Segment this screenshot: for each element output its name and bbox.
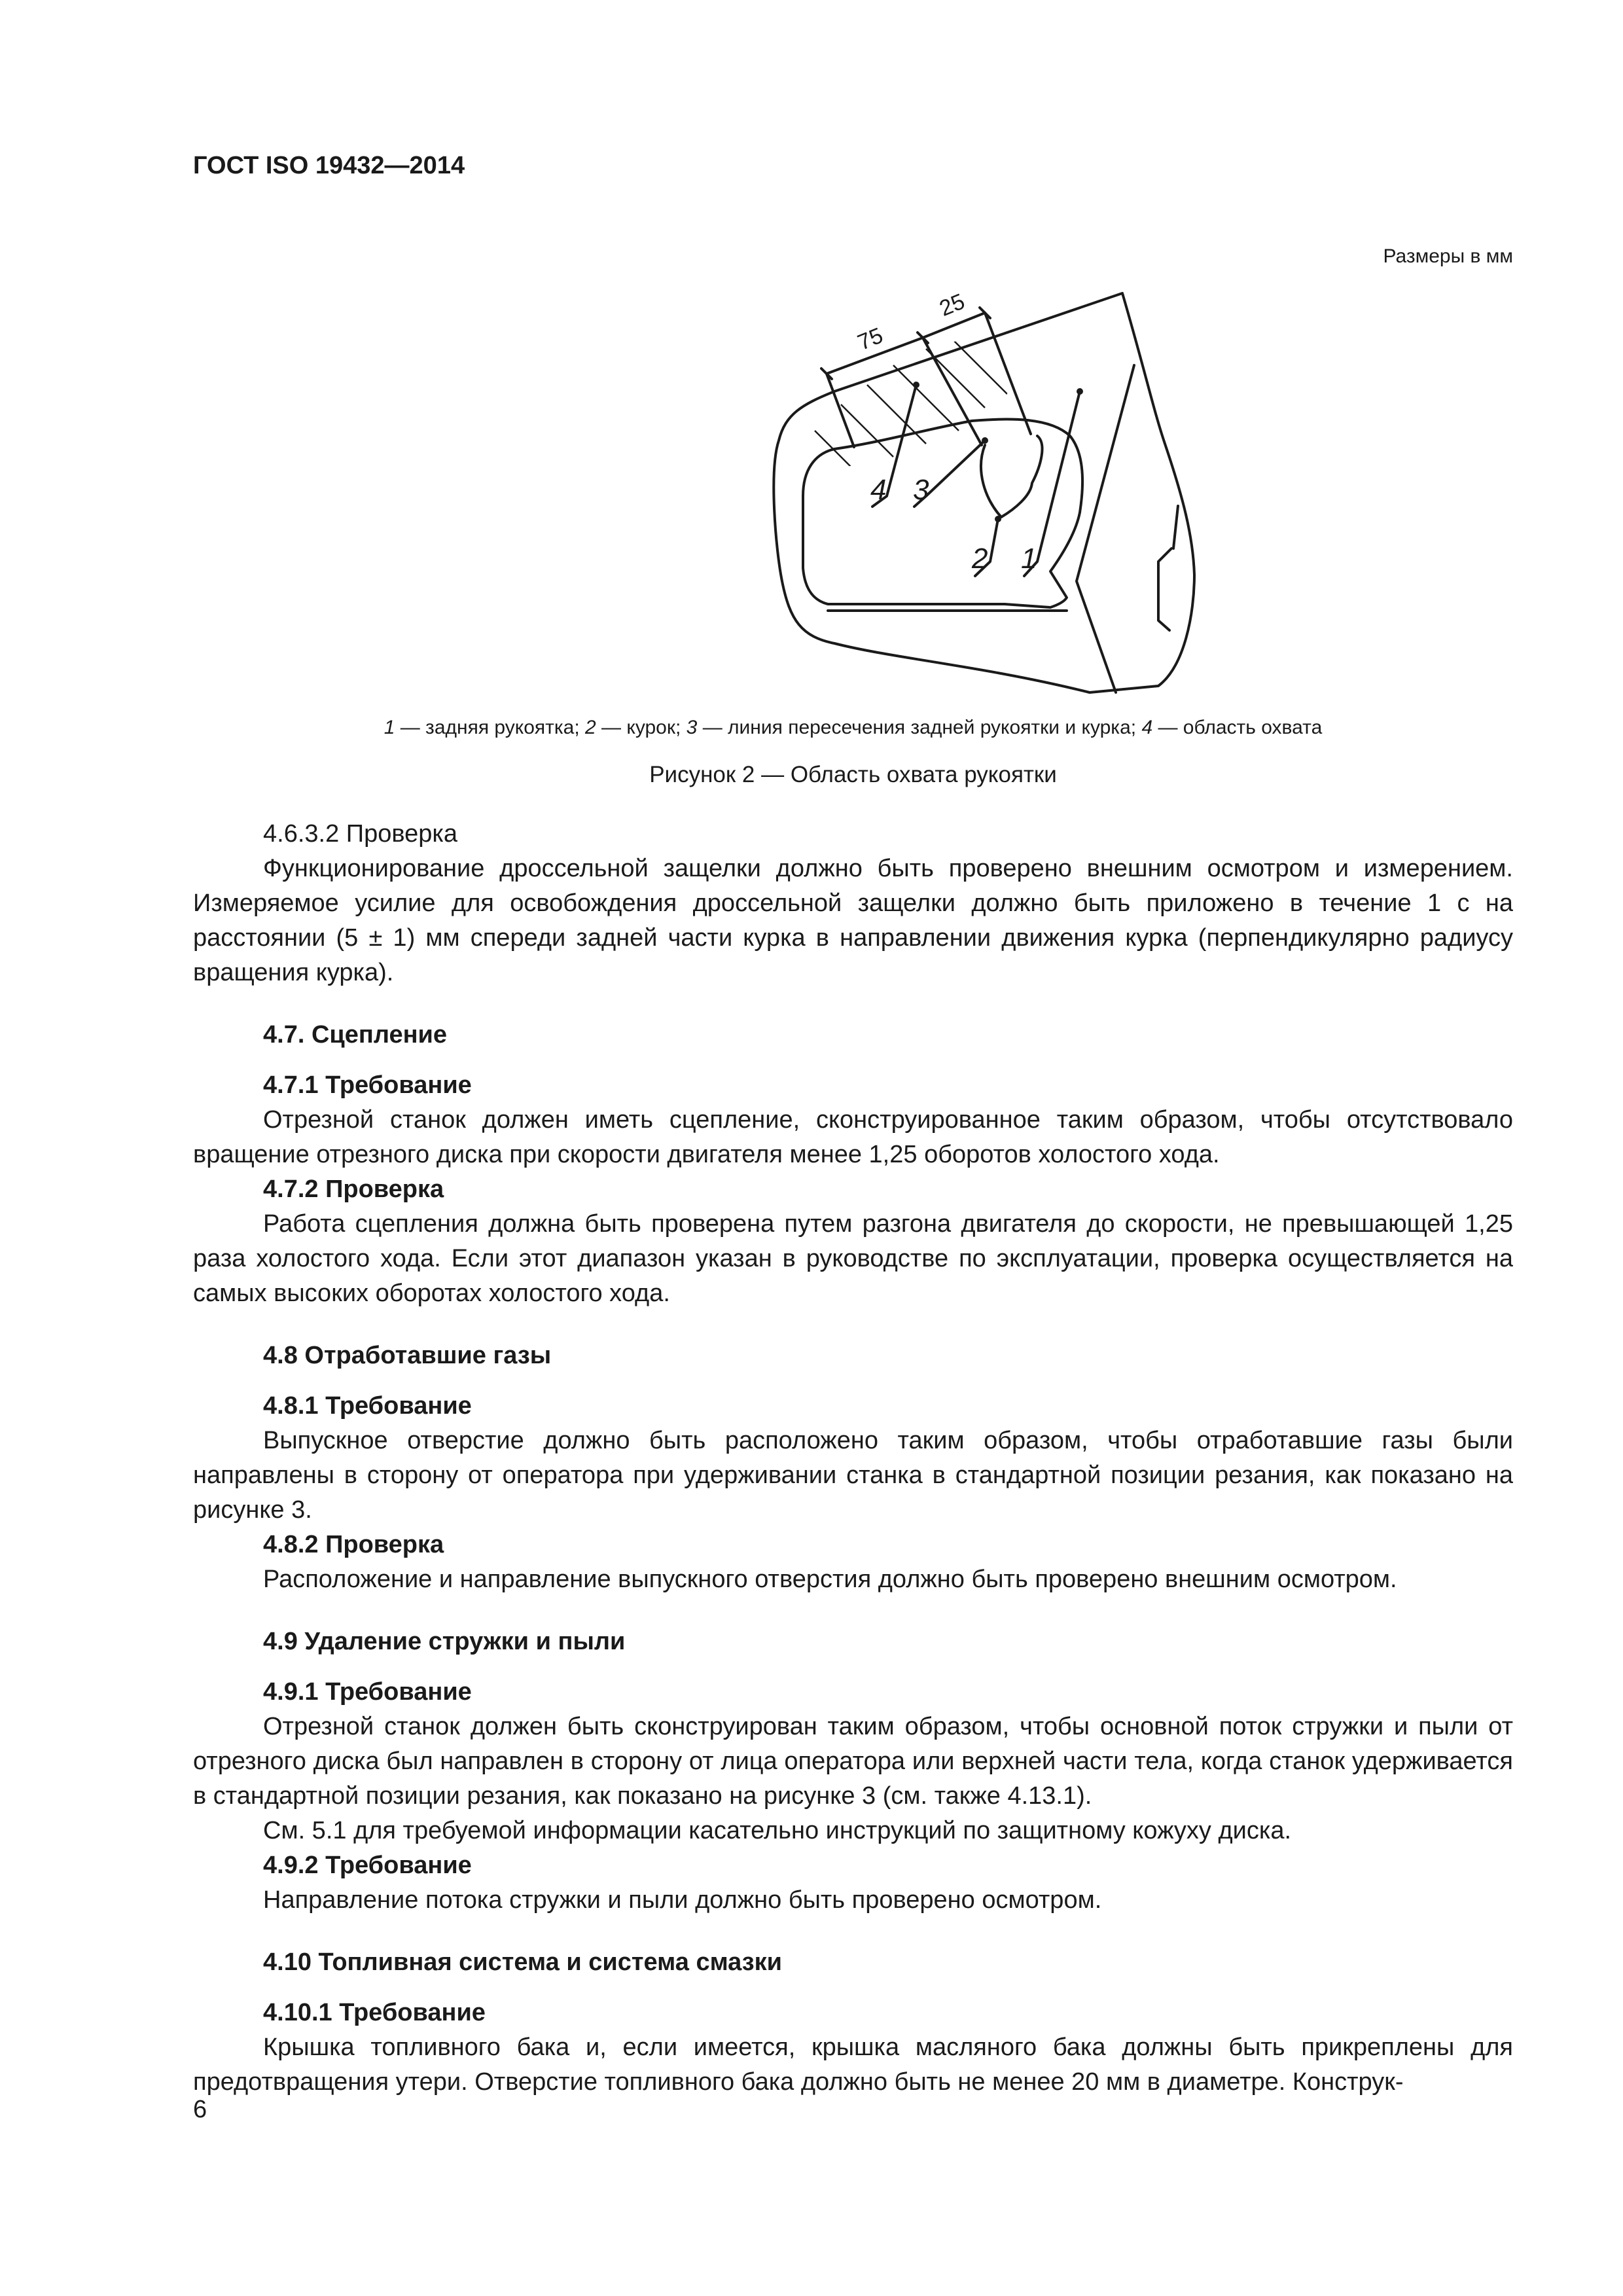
legend-num-3: 3 — [686, 717, 698, 738]
subsection-heading: 4.9.1 Требование — [263, 1678, 472, 1706]
document-header: ГОСТ ISO 19432—2014 — [193, 152, 465, 179]
legend-num-4: 4 — [1141, 717, 1153, 738]
legend-text-3: — линия пересечения задней рукоятки и курка; — [697, 717, 1142, 738]
trigger-outline — [981, 436, 1042, 517]
callout-label-4: 4 — [870, 474, 887, 506]
section-heading: 4.7. Сцепление — [263, 1021, 448, 1049]
body-paragraph: Расположение и направление выпускного отверстия должно быть проверено внешним осмотром. — [263, 1566, 1397, 1593]
subsection-heading: 4.7.1 Требование — [263, 1071, 472, 1099]
section-heading: 4.8 Отработавшие газы — [263, 1342, 552, 1369]
inner-grip-outline — [803, 419, 1082, 607]
body-paragraph: См. 5.1 для требуемой информации касательно инструкций по защитному кожуху диска. — [263, 1817, 1292, 1844]
dimension-label-25: 25 — [936, 289, 969, 321]
legend-text-4: — область охвата — [1152, 717, 1323, 738]
callout-dot-2 — [995, 516, 1001, 522]
callout-label-1: 1 — [1021, 543, 1037, 575]
rear-handle-line — [1077, 365, 1134, 692]
dimension-label-75: 75 — [854, 323, 887, 355]
legend-num-1: 1 — [383, 717, 395, 738]
figure-caption: Рисунок 2 — Область охвата рукоятки — [649, 762, 1057, 787]
legend-text-1: — задняя рукоятка; — [395, 717, 586, 738]
callout-dot-1 — [1077, 388, 1083, 395]
subsection-heading: 4.9.2 Требование — [263, 1852, 472, 1879]
callout-dot-4 — [913, 382, 919, 388]
dimensions-note: Размеры в мм — [1383, 245, 1513, 267]
body-paragraph: Крышка топливного бака и, если имеется, крышка масляного бака должны быть прикреплены для предотвращения утери. Отверстие топливного бака должно быть не менее 20 мм в диаметре. Конструк- — [193, 2034, 1513, 2096]
section-heading: 4.10 Топливная система и система смазки — [263, 1948, 783, 1976]
page-number: 6 — [193, 2096, 207, 2123]
legend-num-2: 2 — [585, 717, 596, 738]
body-paragraph: Функционирование дроссельной защелки должно быть проверено внешним осмотром и измерением. Измеряемое усилие для освобождения дроссельной защелки должно быть приложено в течение 1 с на расстоянии (5 ± 1) мм спереди задней части курка в направлении движения курка (перпендикулярно радиусу вращения курка). — [193, 855, 1513, 986]
subsection-heading: 4.8.1 Требование — [263, 1392, 472, 1420]
callout-label-2: 2 — [972, 543, 988, 575]
subsection-heading: 4.6.3.2 Проверка — [263, 820, 457, 848]
subsection-heading: 4.8.2 Проверка — [263, 1531, 444, 1558]
body-paragraph: Работа сцепления должна быть проверена путем разгона двигателя до скорости, не превышающей 1,25 раза холостого хода. Если этот диапазон указан в руководстве по эксплуатации, проверка осуществляется на самых высоких оборотах холостого хода. — [193, 1210, 1513, 1307]
right-notch — [1158, 548, 1171, 630]
legend-text-2: — курок; — [596, 717, 687, 738]
right-notch-2 — [1173, 506, 1178, 548]
subsection-heading: 4.7.2 Проверка — [263, 1175, 444, 1203]
section-heading: 4.9 Удаление стружки и пыли — [263, 1628, 626, 1655]
outer-body-outline — [774, 293, 1194, 692]
document-body — [193, 817, 1513, 2100]
body-paragraph: Отрезной станок должен иметь сцепление, сконструированное таким образом, чтобы отсутствовало вращение отрезного диска при скорости двигателя менее 1,25 оборотов холостого хода. — [193, 1106, 1513, 1168]
figure-legend — [193, 715, 1513, 741]
body-paragraph: Направление потока стружки и пыли должно быть проверено осмотром. — [263, 1886, 1102, 1914]
callout-label-3: 3 — [913, 474, 929, 506]
callout-dot-3 — [982, 437, 988, 444]
extension-line-1 — [827, 374, 854, 447]
handle-grip-figure — [618, 274, 1410, 706]
body-paragraph: Выпускное отверстие должно быть расположено таким образом, чтобы отработавшие газы были направлены в сторону от оператора при удерживании станка в стандартной позиции резания, как показано на рисунке 3. — [193, 1427, 1513, 1524]
body-paragraph: Отрезной станок должен быть сконструирован таким образом, чтобы основной поток стружки и пыли от отрезного диска был направлен в сторону от лица оператора или верхней части тела, когда станок удерживается в стандартной позиции резания, как показано на рисунке 3 (см. также 4.13.1). — [193, 1713, 1513, 1810]
grip-area-hatching — [815, 332, 1024, 470]
subsection-heading: 4.10.1 Требование — [263, 1999, 486, 2026]
